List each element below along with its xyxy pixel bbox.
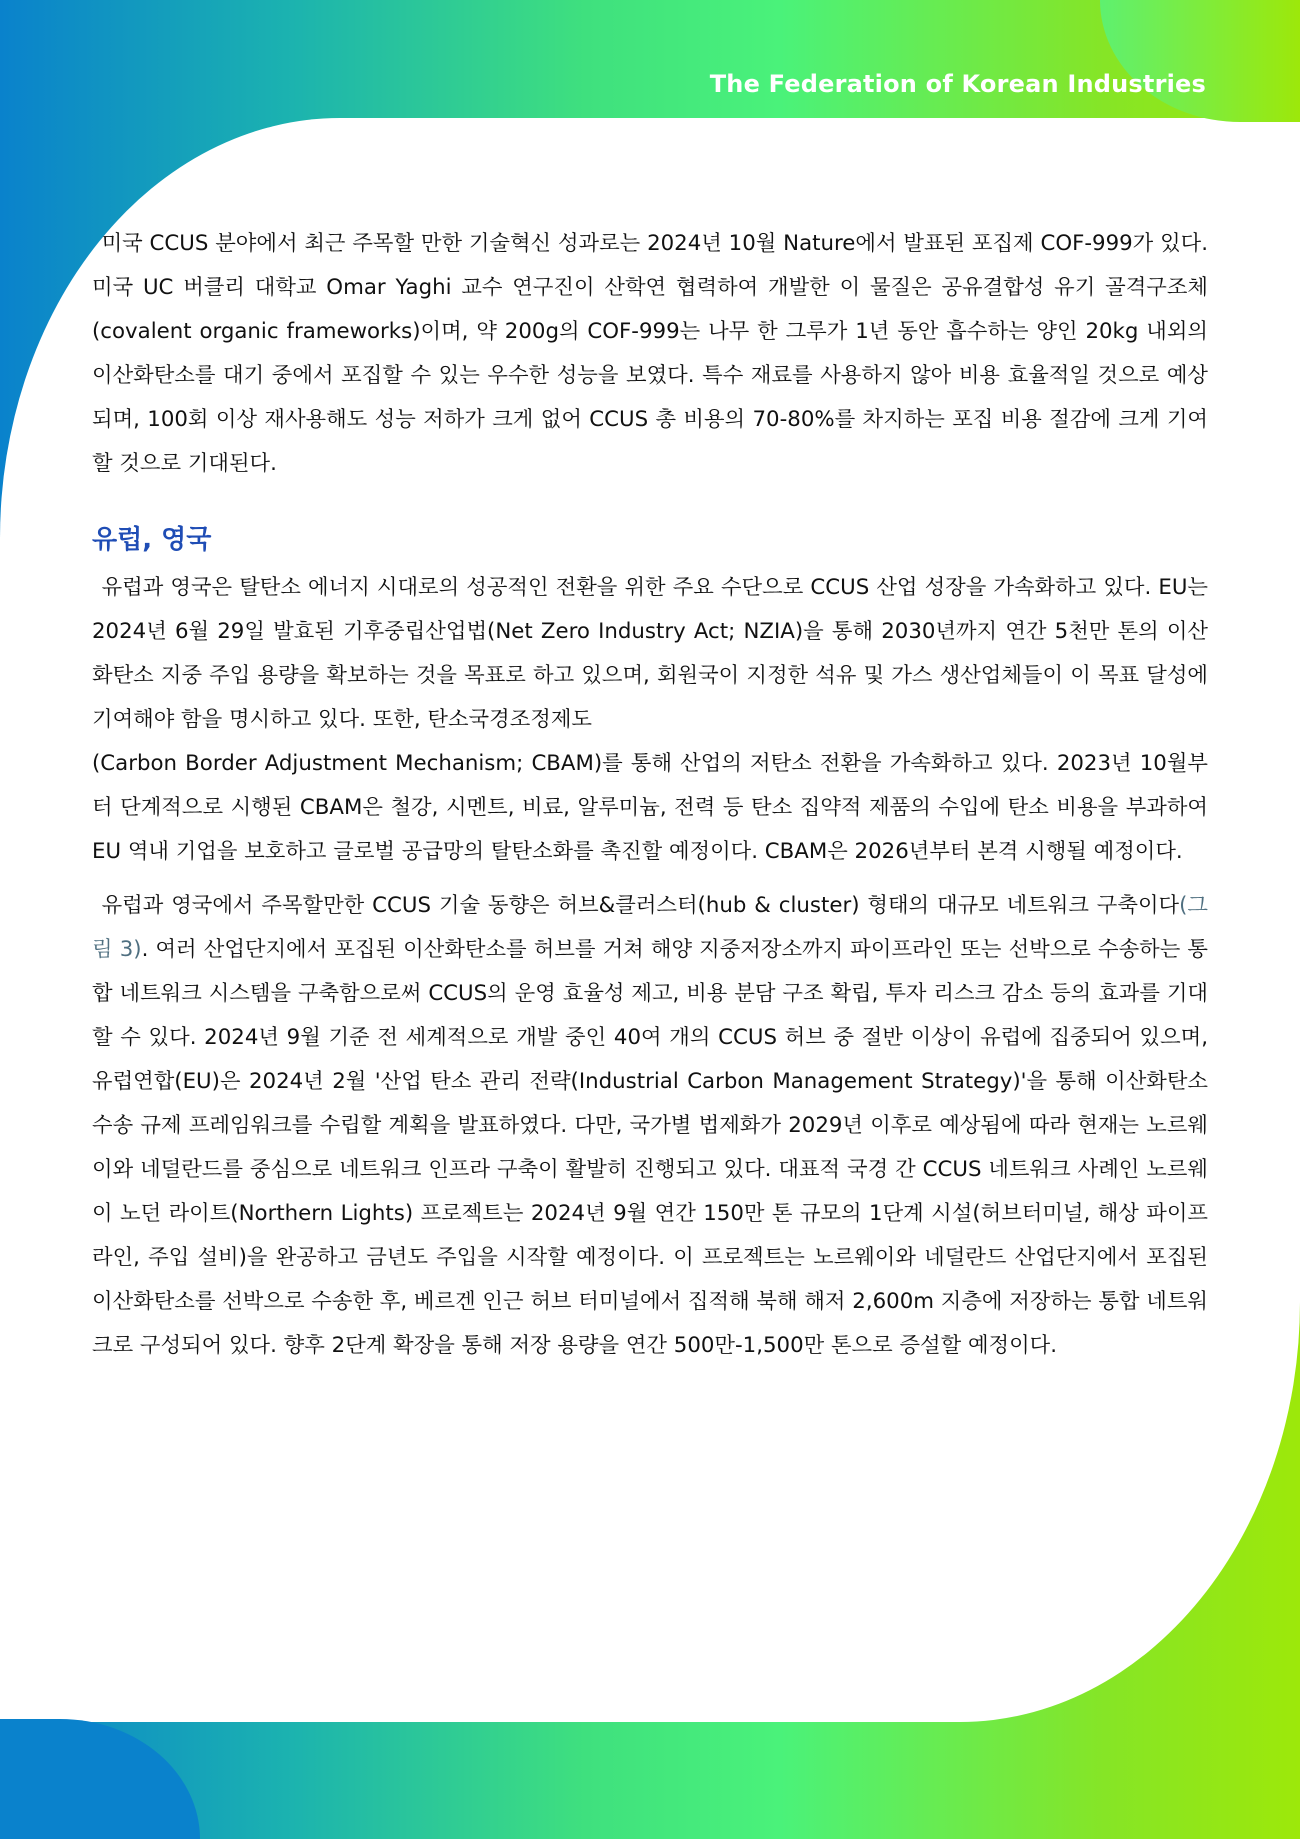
paragraph-hub-cluster-start: 유럽과 영국에서 주목할만한 CCUS 기술 동향은 허브&클러스터(hub & cluster) 형태의 대규모 네트워크 구축이다 <box>101 893 1180 918</box>
page-header-title: The Federation of Korean Industries <box>709 70 1206 98</box>
figure-reference-link[interactable]: (그림 3) <box>92 893 1208 962</box>
paragraph-eu-nzia-text: 유럽과 영국은 탈탄소 에너지 시대로의 성공적인 전환을 위한 주요 수단으로 CCUS 산업 성장을 가속화하고 있다. EU는 2024년 6월 29일 발효된 기후중립산업법(Net Zero Industry Act; NZIA)을 통해 2030년까지 연간 5천만 톤의 이산화탄소 지중 주입 용량을 확보하는 것을 목표로 하고 있으며, 회원국이 지정한 석유 및 가스 생산업체들이 이 목표 달성에 기여해야 함을 명시하고 있다. 또한, 탄소국경조정제도 <box>92 575 1208 732</box>
document-body <box>92 222 1208 1368</box>
paragraph-hub-cluster <box>92 884 1208 1368</box>
paragraph-hub-cluster-rest: . 여러 산업단지에서 포집된 이산화탄소를 허브를 거쳐 해양 지중저장소까지 파이프라인 또는 선박으로 수송하는 통합 네트워크 시스템을 구축함으로써 CCUS의 운영 효율성 제고, 비용 분담 구조 확립, 투자 리스크 감소 등의 효과를 기대할 수 있다. 2024년 9월 기준 전 세계적으로 개발 중인 40여 개의 CCUS 허브 중 절반 이상이 유럽에 집중되어 있으며, 유럽연합(EU)은 2024년 2월 '산업 탄소 관리 전략(Industrial Carbon Management Strategy)'을 통해 이산화탄소 수송 규제 프레임워크를 수립할 계획을 발표하였다. 다만, 국가별 법제화가 2029년 이후로 예상됨에 따라 현재는 노르웨이와 네덜란드를 중심으로 네트워크 인프라 구축이 활발히 진행되고 있다. 대표적 국경 간 CCUS 네트워크 사례인 노르웨이 노던 라이트(Northern Lights) 프로젝트는 2024년 9월 연간 150만 톤 규모의 1단계 시설(허브터미널, 해상 파이프라인, 주입 설비)을 완공하고 금년도 주입을 시작할 예정이다. 이 프로젝트는 노르웨이와 네덜란드 산업단지에서 포집된 이산화탄소를 선박으로 수송한 후, 베르겐 인근 허브 터미널에서 집적해 북해 해저 2,600m 지층에 저장하는 통합 네트워크로 구성되어 있다. 향후 2단계 확장을 통해 저장 용량을 연간 500만-1,500만 톤으로 증설할 예정이다. <box>92 937 1209 1358</box>
paragraph-us-ccus: 미국 CCUS 분야에서 최근 주목할 만한 기술혁신 성과로는 2024년 10월 Nature에서 발표된 포집제 COF-999가 있다. 미국 UC 버클리 대학교 Omar Yaghi 교수 연구진이 산학연 협력하여 개발한 이 물질은 공유결합성 유기 골격구조체(covalent organic frameworks)이며, 약 200g의 COF-999는 나무 한 그루가 1년 동안 흡수하는 양인 20kg 내외의 이산화탄소를 대기 중에서 포집할 수 있는 우수한 성능을 보였다. 특수 재료를 사용하지 않아 비용 효율적일 것으로 예상되며, 100회 이상 재사용해도 성능 저하가 크게 없어 CCUS 총 비용의 70-80%를 차지하는 포집 비용 절감에 크게 기여할 것으로 기대된다. <box>92 231 1208 476</box>
paragraph-eu-nzia <box>92 566 1208 742</box>
section-heading-europe-uk: 유럽, 영국 <box>92 525 212 555</box>
paragraph-cbam: (Carbon Border Adjustment Mechanism; CBAM)를 통해 산업의 저탄소 전환을 가속화하고 있다. 2023년 10월부터 단계적으로 시행된 CBAM은 철강, 시멘트, 비료, 알루미늄, 전력 등 탄소 집약적 제품의 수입에 탄소 비용을 부과하여 EU 역내 기업을 보호하고 글로벌 공급망의 탈탄소화를 촉진할 예정이다. CBAM은 2026년부터 본격 시행될 예정이다. <box>92 751 1208 864</box>
footer-corner-shape <box>0 1719 200 1839</box>
